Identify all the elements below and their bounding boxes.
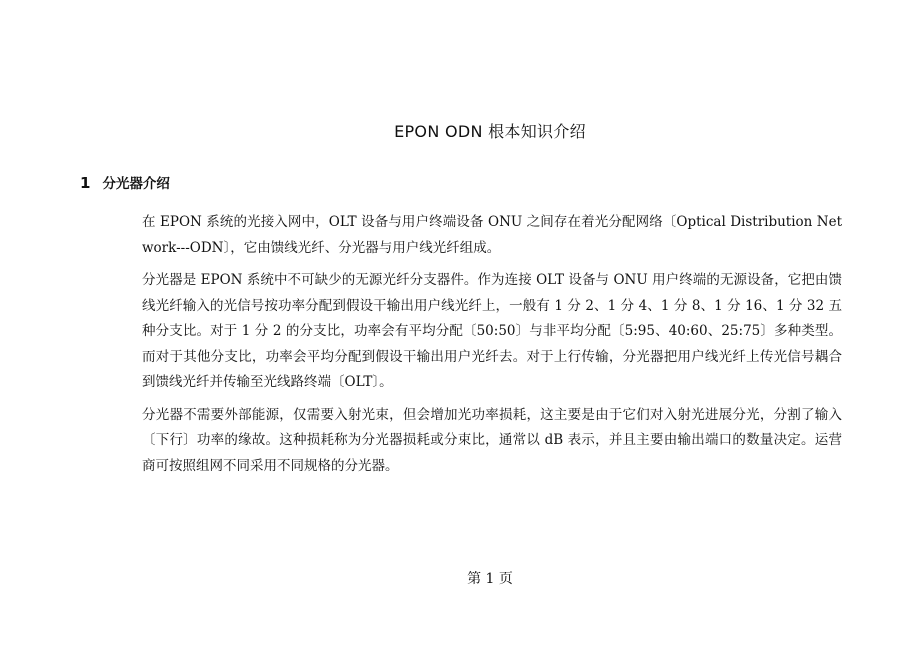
section-label: 分光器介绍 [102,176,170,192]
document-body [142,210,842,486]
section-heading [80,172,170,192]
document-title: EPON ODN 根本知识介绍 [394,122,586,141]
page-number: 第 1 页 [467,571,513,587]
paragraph-2: 分光器是 EPON 系统中不可缺少的无源光纤分支器件。作为连接 OLT 设备与 ONU 用户终端的无源设备，它把由馈线光纤输入的光信号按功率分配到假设干输出用户线光纤上，一般有 1 分 2、1 分 4、1 分 8、1 分 16、1 分 32 五种分支比。对于 1 分 2 的分支比，功率会有平均分配〔50:50〕与非平均分配〔5:95、40:60、25:75〕多种类型。而对于其他分支比，功率会平均分配到假设干输出用户光纤去。对于上行传输，分光器把用户线光纤上传光信号耦合到馈线光纤并传输至光线路终端〔OLT〕。 [142,272,842,390]
section-number: 1 [80,174,91,192]
paragraph-1: 在 EPON 系统的光接入网中，OLT 设备与用户终端设备 ONU 之间存在着光分配网络〔Optical Distribution Network---ODN〕，它由馈线光纤、分光器与用户线光纤组成。 [142,214,842,256]
paragraph-3: 分光器不需要外部能源，仅需要入射光束，但会增加光功率损耗，这主要是由于它们对入射光进展分光，分割了输入〔下行〕功率的缘故。这种损耗称为分光器损耗或分束比，通常以 dB 表示，并且主要由输出端口的数量决定。运营商可按照组网不同采用不同规格的分光器。 [142,406,842,474]
